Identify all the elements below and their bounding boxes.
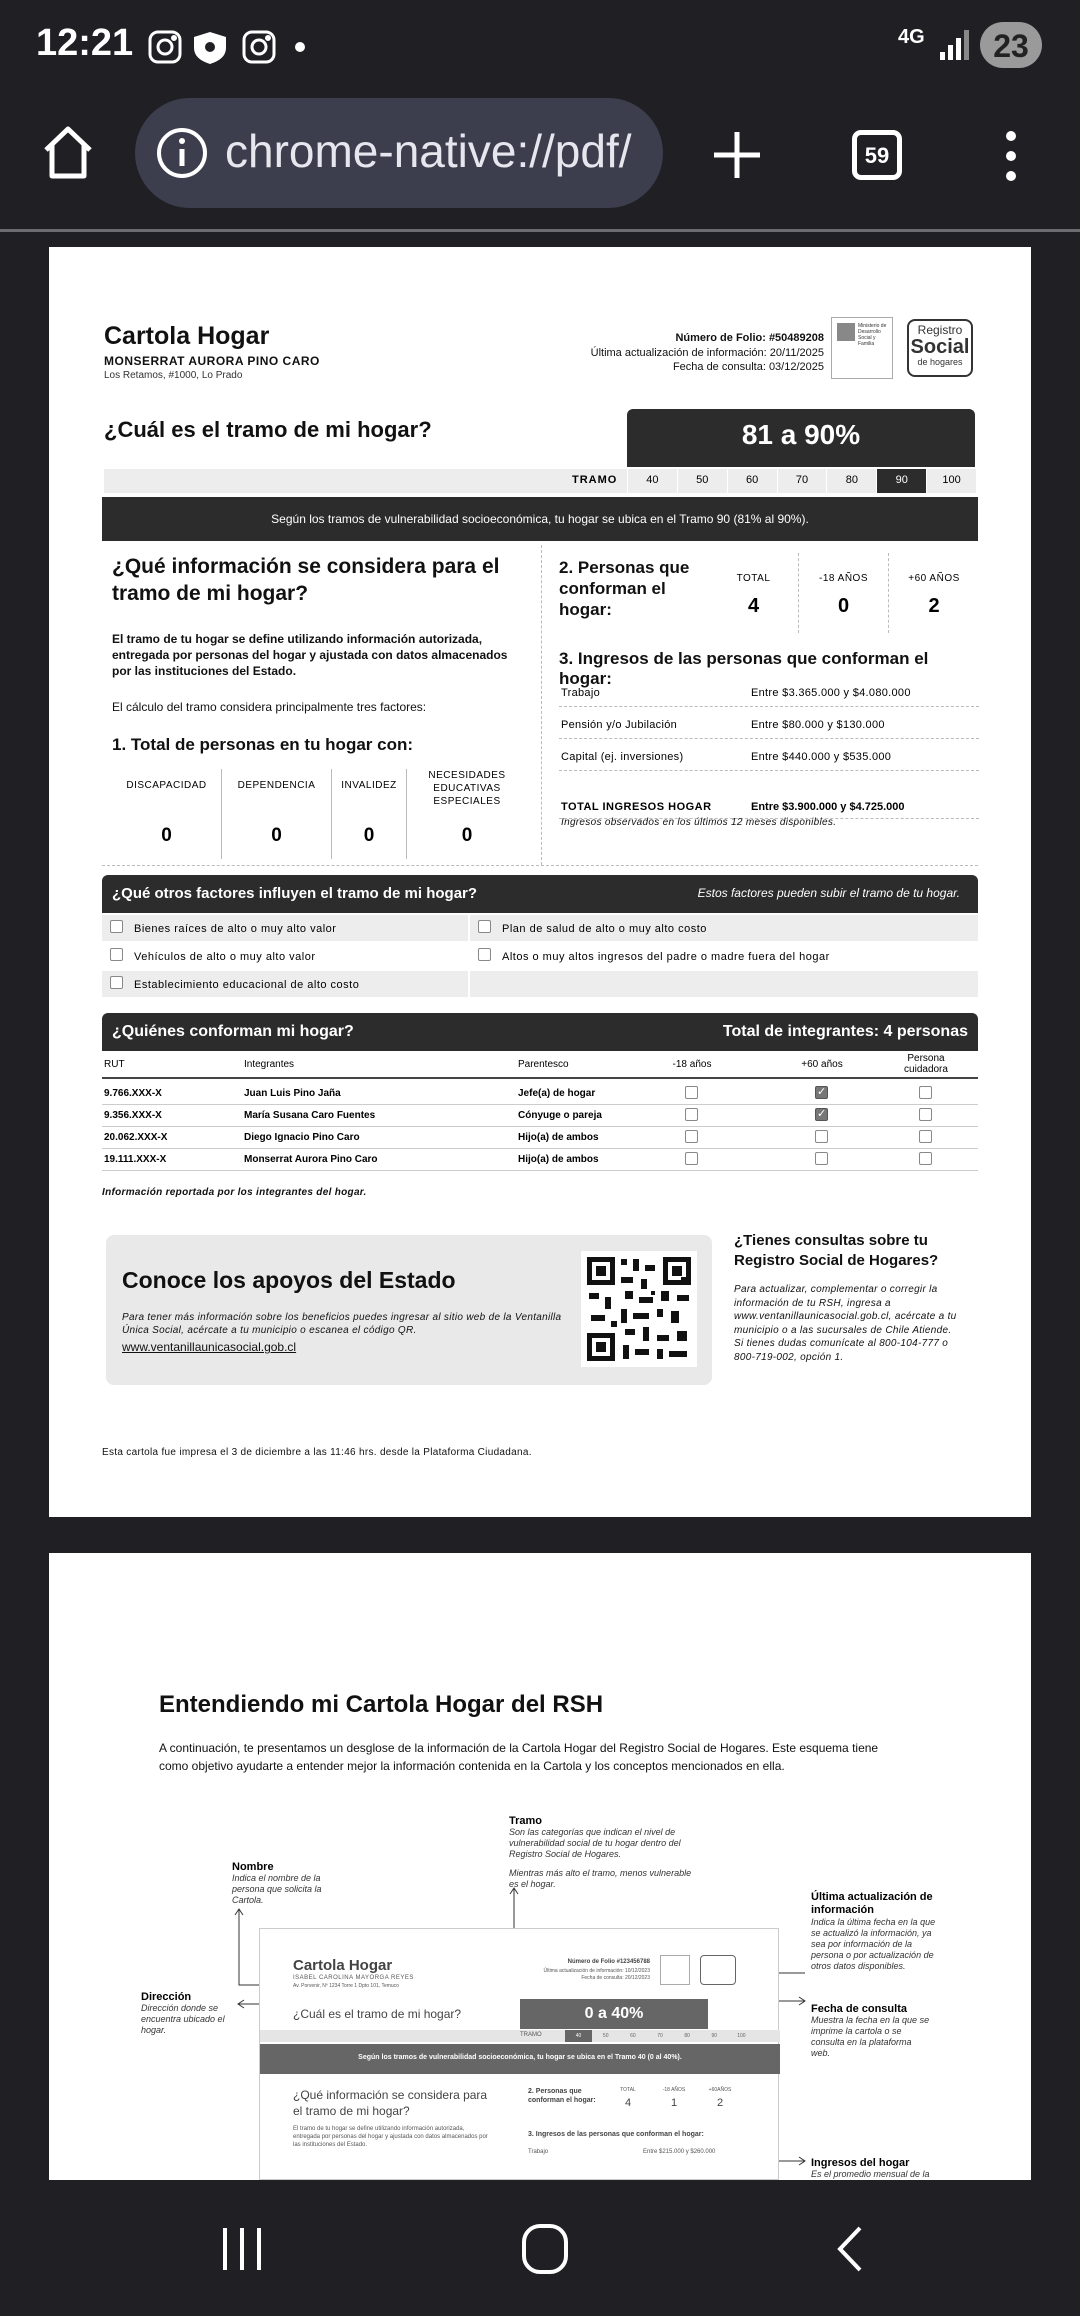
total-persons-title: 1. Total de personas en tu hogar con: <box>112 735 414 754</box>
signal-icon <box>938 28 972 64</box>
callout-nombre-desc: Indica el nombre de la persona que solicita la Cartola. <box>232 1873 322 1905</box>
callout-nombre-head: Nombre <box>232 1861 274 1873</box>
disability-column <box>332 769 407 859</box>
pdf-viewer[interactable] <box>0 235 1080 2180</box>
disability-column <box>112 769 222 859</box>
supports-box <box>106 1235 712 1385</box>
factor-label: Bienes raíces de alto o muy alto valor <box>134 923 337 935</box>
members-header-cell: Persona cuidadora <box>904 1053 948 1075</box>
disability-value: 0 <box>461 825 473 846</box>
queries-text: Para actualizar, complementar o corregir la información de tu RSH, ingresa a www.ventanillaunicasocial.gob.cl, acércate a tu municipio o a las sucursales de Chile Atiende. Si tienes dudas comunícate al 800-104-777 o 800-719-002, opción 1. <box>734 1284 957 1363</box>
query-date: Fecha de consulta: 03/12/2025 <box>672 361 824 373</box>
factors-note: Estos factores pueden subir el tramo de tu hogar. <box>697 886 960 900</box>
members-note: Información reportada por los integrantes del hogar. <box>102 1187 367 1198</box>
supports-title: Conoce los apoyos del Estado <box>122 1267 456 1293</box>
members-header-cell: Integrantes <box>244 1059 295 1070</box>
income-note: Ingresos observados en los últimos 12 meses disponibles. <box>561 817 837 828</box>
sample-persons-column <box>651 2087 697 2117</box>
sample-question: ¿Cuál es el tramo de mi hogar? <box>293 2007 462 2021</box>
income-row <box>559 677 979 707</box>
tramo-step: 90 <box>876 469 926 493</box>
factor-checkbox[interactable] <box>478 920 491 933</box>
callout-consulta-desc: Muestra la fecha en la que se imprime la cartola o se consulta en la plataforma web. <box>811 2015 930 2058</box>
battery-level: 23 <box>993 28 1029 64</box>
member-checkbox[interactable] <box>919 1152 932 1165</box>
status-bar <box>0 0 1080 92</box>
persons-value: 2 <box>928 595 940 617</box>
sample-persons <box>605 2087 745 2117</box>
sample-update: Última actualización de información: 10/12/2023 <box>543 1968 650 1974</box>
last-update: Última actualización de información: 20/11/2025 <box>590 347 824 359</box>
factor-item <box>102 943 468 969</box>
new-tab-icon[interactable] <box>712 130 762 180</box>
sample-scale <box>260 2030 780 2042</box>
sample-income-row-value: Entre $215.000 y $260.000 <box>643 2149 716 2155</box>
persons-label: -18 AÑOS <box>818 573 869 584</box>
factor-item <box>102 915 468 941</box>
sample-tramo-step: 40 <box>565 2030 592 2042</box>
member-relationship: Cónyuge o pareja <box>518 1110 602 1121</box>
members-total: Total de integrantes: 4 personas <box>722 1023 968 1040</box>
ministry-logo <box>831 317 893 379</box>
members-table <box>102 1053 978 1183</box>
sample-rsh-logo <box>700 1955 736 1985</box>
members-header-rule <box>102 1077 978 1079</box>
table-row <box>102 1083 978 1105</box>
factor-checkbox[interactable] <box>478 948 491 961</box>
persons-title: 2. Personas que conforman el hogar: <box>559 558 690 619</box>
income-label: Pensión y/o Jubilación <box>561 719 678 731</box>
printed-note: Esta cartola fue impresa el 3 de diciembre a las 11:46 hrs. desde la Plataforma Ciudadana. <box>102 1447 532 1458</box>
tramo-question: ¿Cuál es el tramo de mi hogar? <box>104 417 432 442</box>
member-relationship: Jefe(a) de hogar <box>518 1088 596 1099</box>
tramo-step: 50 <box>677 469 727 493</box>
tramo-step: 40 <box>627 469 677 493</box>
tramo-label: TRAMO <box>572 474 618 486</box>
income-row <box>559 709 979 739</box>
sample-persons-column <box>605 2087 651 2117</box>
sample-tramo-label: TRAMO <box>520 2032 542 2038</box>
sample-address: Av. Porvenir, Nº 1234 Torre 1 Dpto 101, Temuco <box>293 1983 399 1989</box>
sample-tramo-step: 80 <box>684 2033 690 2039</box>
home-icon[interactable] <box>40 124 96 180</box>
persons-value: 4 <box>747 595 760 617</box>
member-checkbox[interactable] <box>685 1086 698 1099</box>
income-value: Entre $3.365.000 y $4.080.000 <box>751 687 911 699</box>
member-name: Monserrat Aurora Pino Caro <box>244 1154 378 1165</box>
recent-apps-icon[interactable] <box>218 2224 268 2274</box>
sample-persons-column <box>697 2087 743 2117</box>
supports-link[interactable]: www.ventanillaunicasocial.gob.cl <box>122 1340 297 1354</box>
pdf-page-1 <box>49 247 1031 1517</box>
income-value: Entre $80.000 y $130.000 <box>751 719 885 731</box>
table-row <box>102 1105 978 1127</box>
member-rut: 20.062.XXX-X <box>104 1132 168 1143</box>
sample-value: 0 a 40% <box>520 1999 708 2029</box>
sample-folio: Número de Folio #123456788 <box>567 1959 650 1965</box>
member-rut: 9.766.XXX-X <box>104 1088 162 1099</box>
income-total-row <box>559 795 979 819</box>
income-title: 3. Ingresos de las personas que conforman el hogar: <box>559 649 929 688</box>
income-row <box>559 741 979 771</box>
sample-persons-label: TOTAL <box>620 2087 636 2093</box>
member-checkbox[interactable] <box>815 1130 828 1143</box>
members-title: ¿Quiénes conforman mi hogar? <box>112 1023 354 1040</box>
factors-list <box>102 915 978 999</box>
factor-checkbox[interactable] <box>110 976 123 989</box>
sample-persons-title: 2. Personas que conforman el hogar: <box>528 2088 596 2104</box>
rsh-logo <box>907 319 973 377</box>
holder-address: Los Retamos, #1000, Lo Prado <box>104 370 243 381</box>
battery-icon <box>980 22 1042 68</box>
sample-name: ISABEL CAROLINA MAYORGA REYES <box>293 1975 414 1981</box>
member-rut: 9.356.XXX-X <box>104 1110 162 1121</box>
member-checkbox[interactable] <box>919 1108 932 1121</box>
info-title: ¿Qué información se considera para el tramo de mi hogar? <box>112 555 500 605</box>
income-table <box>559 677 979 787</box>
sample-sentence: Según los tramos de vulnerabilidad socioeconómica, tu hogar se ubica en el Tramo 40 (0 al 40%). <box>260 2044 780 2074</box>
table-row <box>102 1149 978 1171</box>
income-total-label: TOTAL INGRESOS HOGAR <box>561 801 712 813</box>
member-relationship: Hijo(a) de ambos <box>518 1132 599 1143</box>
persons-column <box>709 553 799 633</box>
callout-direccion-desc: Dirección donde se encuentra ubicado el hogar. <box>141 2003 225 2035</box>
table-row <box>102 1127 978 1149</box>
notification-icons <box>148 30 308 66</box>
income-label: Capital (ej. inversiones) <box>561 751 684 763</box>
sample-income-row: Trabajo <box>528 2149 549 2155</box>
url-text: chrome-native://pdf/ <box>225 125 632 177</box>
factor-label: Establecimiento educacional de alto costo <box>134 979 360 991</box>
page2-intro: A continuación, te presentamos un desglose de la información de la Cartola Hogar del Registro Social de Hogares. Este esquema tiene como objetivo ayudarte a entender mejor la información contenida en la Cartola y los conceptos mencionados en ella. <box>159 1741 879 1773</box>
disability-table <box>112 769 532 859</box>
member-checkbox[interactable] <box>815 1086 828 1099</box>
member-checkbox[interactable] <box>685 1152 698 1165</box>
callout-tramo-desc: Son las categorías que indican el nivel de vulnerabilidad social de tu hogar dentro del Registro Social de Hogares. <box>509 1827 681 1859</box>
pdf-page-2 <box>49 1553 1031 2180</box>
disability-value: 0 <box>363 825 375 846</box>
factor-checkbox[interactable] <box>110 948 123 961</box>
rsh-logo-line3: de hogares <box>917 357 963 367</box>
factor-item <box>470 943 978 969</box>
member-checkbox[interactable] <box>685 1130 698 1143</box>
tramo-scale <box>104 469 976 493</box>
network-type: 4G <box>898 26 925 48</box>
queries-title: ¿Tienes consultas sobre tu Registro Social de Hogares? <box>734 1232 939 1269</box>
clock: 12:21 <box>36 22 134 64</box>
callout-update-head: Última actualización de información <box>811 1891 933 1916</box>
callout-ingresos-desc: Es el promedio mensual de la <box>811 2169 930 2179</box>
disability-column <box>222 769 332 859</box>
page2-title: Entendiendo mi Cartola Hogar del RSH <box>159 1691 604 1718</box>
rsh-logo-line1: Registro <box>917 323 963 337</box>
callout-tramo-head: Tramo <box>509 1815 543 1827</box>
more-menu-icon[interactable] <box>996 128 1026 184</box>
members-header-cell: -18 años <box>672 1059 712 1070</box>
tab-count: 59 <box>864 143 890 168</box>
factor-item <box>470 915 978 941</box>
member-checkbox[interactable] <box>919 1086 932 1099</box>
disability-label: NECESIDADES EDUCATIVAS ESPECIALES <box>428 770 506 807</box>
qr-code-icon[interactable] <box>581 1251 697 1367</box>
folio-number: Número de Folio: #50489208 <box>675 332 824 344</box>
persons-label: TOTAL <box>736 573 771 584</box>
tramo-sentence: Según los tramos de vulnerabilidad socioeconómica, tu hogar se ubica en el Tramo 90 (81% al 90%). <box>102 497 978 541</box>
tab-switcher-button[interactable] <box>852 130 902 180</box>
tramo-step: 100 <box>926 469 976 493</box>
member-rut: 19.111.XXX-X <box>104 1154 167 1165</box>
member-name: Diego Ignacio Pino Caro <box>244 1132 360 1143</box>
supports-text: Para tener más información sobre los beneficios puedes ingresar al sitio web de la Ventanilla Única Social, acércate a tu municipio o escanea el código QR. <box>122 1312 562 1336</box>
member-checkbox[interactable] <box>815 1108 828 1121</box>
tramo-step: 80 <box>826 469 876 493</box>
disability-label: DEPENDENCIA <box>237 780 316 791</box>
sample-persons-value: 4 <box>624 2097 632 2109</box>
disability-label: DISCAPACIDAD <box>126 780 207 791</box>
sample-persons-label: -18 AÑOS <box>662 2087 686 2093</box>
back-icon[interactable] <box>830 2224 870 2274</box>
info-icon[interactable] <box>155 126 209 180</box>
persons-table <box>709 553 979 633</box>
sample-persons-value: 2 <box>716 2097 724 2109</box>
disability-column <box>407 769 527 859</box>
tramo-value: 81 a 90% <box>627 409 975 467</box>
callout-update-desc: Indica la última fecha en la que se actualizó la información, ya sea por información de la persona o por actualización de otros datos disponibles. <box>811 1917 936 1971</box>
callout-ingresos-head: Ingresos del hogar <box>811 2157 910 2169</box>
home-button-icon[interactable] <box>520 2222 572 2276</box>
info-paragraph-1: El tramo de tu hogar se define utilizando información autorizada, entregada por personas del hogar y ajustada con datos almacenados por las instituciones del Estado. <box>112 632 508 678</box>
sample-tramo-step: 90 <box>711 2033 718 2039</box>
callout-direccion-head: Dirección <box>141 1991 192 2003</box>
info-paragraph-2: El cálculo del tramo considera principalmente tres factores: <box>112 700 427 714</box>
sample-persons-value: 1 <box>670 2097 678 2109</box>
tramo-step: 70 <box>777 469 827 493</box>
sample-tramo-step: 100 <box>737 2033 746 2039</box>
navigation-bar <box>0 2180 1080 2316</box>
members-header-cell: Parentesco <box>518 1059 569 1070</box>
income-label: Trabajo <box>561 687 600 699</box>
factor-item <box>102 971 468 997</box>
member-name: Juan Luis Pino Jaña <box>244 1088 341 1099</box>
factors-header <box>102 875 978 913</box>
income-value: Entre $440.000 y $535.000 <box>751 751 892 763</box>
sample-info-title: ¿Qué información se considera para el tramo de mi hogar? <box>293 2088 488 2118</box>
browser-toolbar <box>0 92 1080 232</box>
persons-label: +60 AÑOS <box>908 573 960 584</box>
members-header-cell: +60 años <box>801 1059 843 1070</box>
income-total-value: Entre $3.900.000 y $4.725.000 <box>751 801 905 813</box>
cartola-title: Cartola Hogar <box>104 322 270 350</box>
member-checkbox[interactable] <box>685 1108 698 1121</box>
member-name: María Susana Caro Fuentes <box>244 1110 376 1121</box>
instagram-icon <box>150 32 180 62</box>
callout-consulta-head: Fecha de consulta <box>811 2003 907 2015</box>
address-bar[interactable] <box>135 98 663 208</box>
sample-cartola <box>259 1928 779 2180</box>
member-relationship: Hijo(a) de ambos <box>518 1154 599 1165</box>
holder-name: MONSERRAT AURORA PINO CARO <box>104 354 320 368</box>
factor-label: Vehículos de alto o muy alto valor <box>134 951 316 963</box>
members-header-cell: RUT <box>104 1059 125 1070</box>
factor-checkbox[interactable] <box>110 920 123 933</box>
sample-title: Cartola Hogar <box>293 1957 393 1974</box>
sample-tramo-step: 70 <box>657 2033 663 2039</box>
member-checkbox[interactable] <box>815 1152 828 1165</box>
sample-income-title: 3. Ingresos de las personas que conforman el hogar: <box>528 2131 704 2138</box>
sample-tramo-step: 60 <box>630 2033 636 2039</box>
sample-info-text: El tramo de tu hogar se define utilizando información autorizada, entregada por personas del hogar y ajustada con datos almacenados por las instituciones del Estado. <box>293 2126 488 2148</box>
sample-tramo-step: 50 <box>602 2033 609 2039</box>
disability-value: 0 <box>161 825 172 846</box>
tramo-step: 60 <box>727 469 777 493</box>
member-checkbox[interactable] <box>919 1130 932 1143</box>
persons-column <box>889 553 979 633</box>
members-header <box>102 1013 978 1051</box>
factors-title: ¿Qué otros factores influyen el tramo de mi hogar? <box>112 885 478 902</box>
ministry-logo-text: Ministerio de Desarrollo Social y Familia <box>858 323 887 347</box>
factor-label: Plan de salud de alto o muy alto costo <box>502 923 707 935</box>
callout-tramo-desc2: Mientras más alto el tramo, menos vulnerable es el hogar. <box>509 1868 692 1889</box>
persons-column <box>799 553 889 633</box>
column-divider <box>541 545 542 865</box>
sample-ministry-logo <box>660 1955 690 1985</box>
factor-label: Altos o muy altos ingresos del padre o madre fuera del hogar <box>502 951 830 963</box>
instagram-icon <box>244 32 274 62</box>
factor-empty <box>470 971 978 997</box>
sample-persons-label: +60AÑOS <box>708 2087 732 2093</box>
section-divider <box>102 865 978 866</box>
disability-label: INVALIDEZ <box>341 780 397 791</box>
disability-value: 0 <box>271 825 282 846</box>
persons-value: 0 <box>837 595 850 617</box>
rsh-logo-line2: Social <box>910 336 970 358</box>
sample-date: Fecha de consulta: 20/12/2023 <box>581 1975 650 1981</box>
